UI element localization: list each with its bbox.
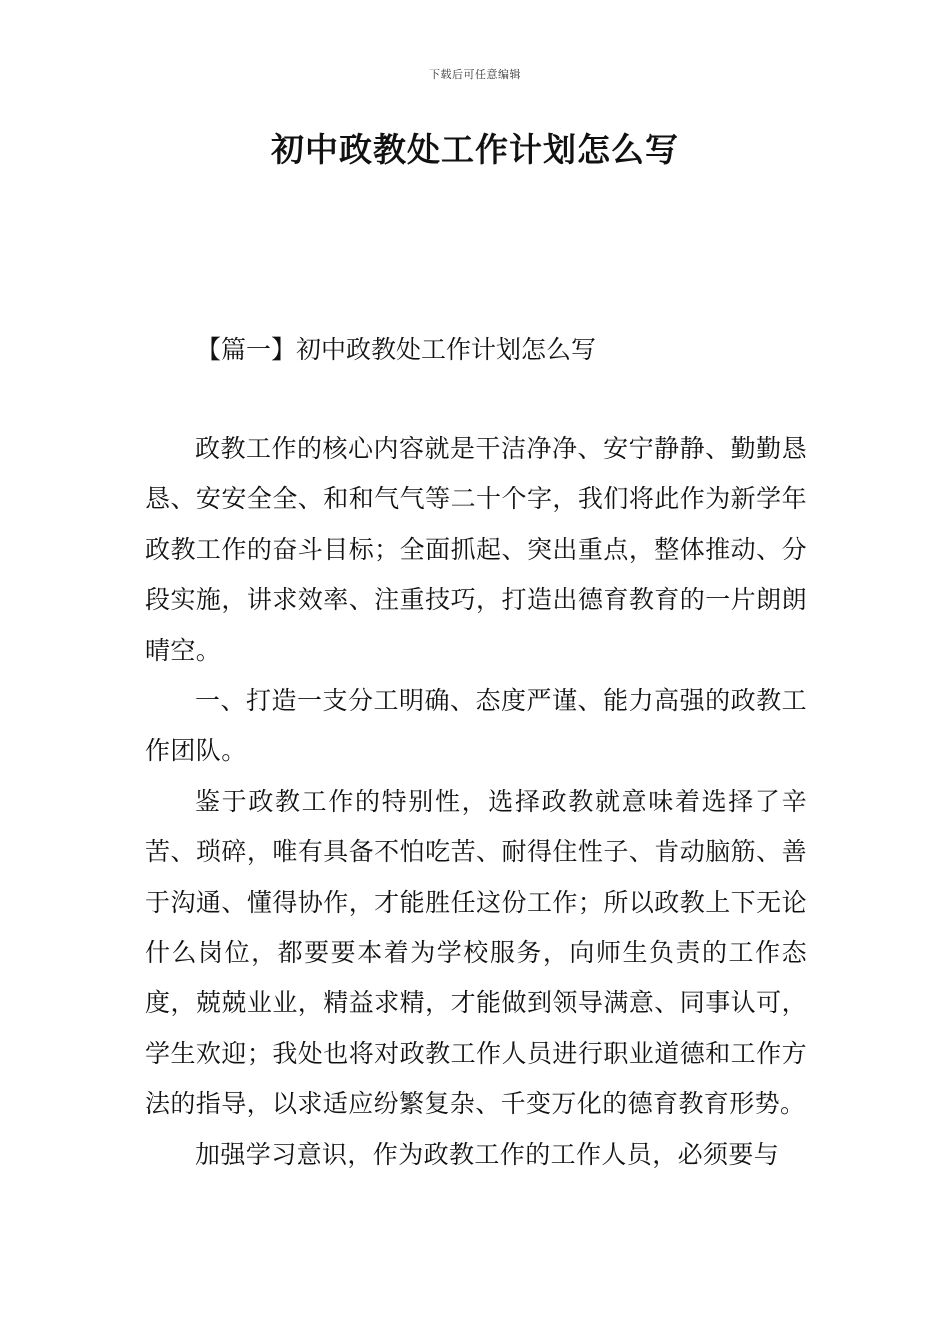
body-text (145, 424, 807, 1180)
section-heading: 【篇一】初中政教处工作计划怎么写 (196, 335, 597, 364)
paragraph: 加强学习意识，作为政教工作的工作人员，必须要与 (195, 1139, 780, 1169)
header-note: 下载后可任意编辑 (429, 68, 521, 81)
paragraph: 一、打造一支分工明确、态度严谨、能力高强的政教工作团队。 (145, 686, 807, 766)
document-title: 初中政教处工作计划怎么写 (271, 130, 679, 169)
paragraph: 鉴于政教工作的特别性，选择政教就意味着选择了辛苦、琐碎，唯有具备不怕吃苦、耐得住性子、肯动脑筋、善于沟通、懂得协作，才能胜任这份工作；所以政教上下无论什么岗位，都要要本着为学校服务，向师生负责的工作态度，兢兢业业，精益求精，才能做到领导满意、同事认可，学生欢迎；我处也将对政教工作人员进行职业道德和工作方法的指导，以求适应纷繁复杂、千变万化的德育教育形势。 (145, 786, 807, 1119)
paragraph: 政教工作的核心内容就是干洁净净、安宁静静、勤勤恳恳、安安全全、和和气气等二十个字，我们将此作为新学年政教工作的奋斗目标；全面抓起、突出重点，整体推动、分段实施，讲求效率、注重技巧，打造出德育教育的一片朗朗晴空。 (145, 434, 807, 665)
